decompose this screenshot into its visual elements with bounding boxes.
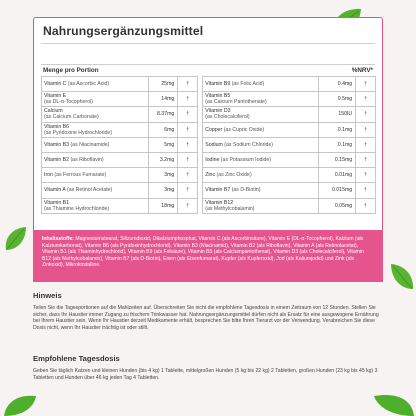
nutrient-nrv: † xyxy=(178,168,198,183)
table-row xyxy=(42,77,376,92)
nutrient-name: Vitamin B1 (as Thiamine Hydrochloride) xyxy=(42,198,149,213)
nutrient-name: Iron (as Ferrous Fumarate) xyxy=(42,168,149,183)
dosis-text: Geben Sie täglich Katzen und kleinen Hunden (bis 4 kg) 1 Tablette, mittelgroßen Hunden (5 kg bis 22 kg) 2 Tabletten, großen Hunden (23 kg bis 45 kg) 3 Tabletten und Hunden über 46 kg jeden Tag 4 Tabletten. xyxy=(33,368,378,381)
nutrient-amount: 8.37mg xyxy=(149,107,178,122)
nutrient-nrv: † xyxy=(178,107,198,122)
nutrient-name: Vitamin B6 (as Pyridoxine Hydrochloride) xyxy=(42,122,149,137)
ingredients-box xyxy=(33,230,383,282)
nutrient-amount: 3mg xyxy=(149,183,178,198)
nutrient-name: Vitamin A (as Retinol Acetate) xyxy=(42,183,149,198)
nutrient-name: Vitamin B2 (as Riboflavin) xyxy=(42,152,149,167)
leaf-decoration-right xyxy=(388,262,416,292)
nutrient-amount: 25mg xyxy=(149,77,178,92)
nutrient-amount: 0.1mg xyxy=(318,122,355,137)
nutrient-name: Vitamin B9 (as Folic Acid) xyxy=(203,77,318,92)
nutrient-amount: 0.15mg xyxy=(318,152,355,167)
portion-header: Menge pro Portion xyxy=(43,67,99,74)
nutrient-nrv: † xyxy=(356,137,376,152)
nutrient-nrv: † xyxy=(178,77,198,92)
nutrient-amount: 0.01mg xyxy=(318,168,355,183)
nutrition-table xyxy=(41,76,376,214)
nutrient-nrv: † xyxy=(356,92,376,107)
nutrient-nrv: † xyxy=(356,198,376,213)
leaf-decoration-bottom-left xyxy=(2,392,38,416)
nutrient-amount: 3.2mg xyxy=(149,152,178,167)
title-divider xyxy=(41,43,375,44)
nutrient-amount: 0.4mg xyxy=(318,77,355,92)
nutrient-nrv: † xyxy=(178,122,198,137)
nutrient-nrv: † xyxy=(178,137,198,152)
nutrient-name: Zinc (as Zinc Oxide) xyxy=(203,168,318,183)
nutrient-nrv: † xyxy=(178,152,198,167)
nutrient-nrv: † xyxy=(178,198,198,213)
nutrient-nrv: † xyxy=(178,92,198,107)
table-row xyxy=(42,198,376,213)
nutrient-name: Vitamin C (as Ascorbic Acid) xyxy=(42,77,149,92)
dosis-title: Empfohlene Tagesdosis xyxy=(33,354,120,363)
table-row xyxy=(42,92,376,107)
nutrient-nrv: † xyxy=(178,183,198,198)
hinweis-title: Hinweis xyxy=(33,291,62,300)
hinweis-text: Teilen Sie die Tagesportionen auf die Mahlzeiten auf. Überschreiten Sie nicht die empfohlene Tagesdosis in einem Zeitraum von 12 Stunden. Stellen Sie sicher, dass Ihr Haustier immer Zugang zu frischem Trinkwasser hat. Nahrungsergänzungsmittel dürfen nicht als Ersatz für eine ausgewogene Ernährung bei Ihrem Haustier sein. Wenn Ihr Haustier derzeit Medikamente erhält, besprechen Sie bitte Ihren Tierarzt vor der Verwendung. Verabreichen Sie diese Dosis nicht, wenn Ihr Haustier trächtig ist oder stillt. xyxy=(33,305,379,332)
nutrient-amount: 5mg xyxy=(149,137,178,152)
nutrient-nrv: † xyxy=(356,122,376,137)
nutrient-amount: 0.1mg xyxy=(318,137,355,152)
nutrient-amount: 18mg xyxy=(149,198,178,213)
nutrient-name: Iodine (as Potassium Iodide) xyxy=(203,152,318,167)
nutrient-name: Vitamin B12 (as Methylcobalamin) xyxy=(203,198,318,213)
nutrient-nrv: † xyxy=(356,77,376,92)
nutrient-nrv: † xyxy=(356,168,376,183)
header-divider xyxy=(41,64,375,65)
nutrient-name: Vitamin B7 (as D-Biotin) xyxy=(203,183,318,198)
nutrient-name: Vitamin D3 (as Cholecalciferol) xyxy=(203,107,318,122)
nutrient-amount: 6mg xyxy=(149,122,178,137)
nutrient-amount: 3mg xyxy=(149,168,178,183)
nutrient-amount: 0.015mg xyxy=(318,183,355,198)
ingredients-label: Inhaltsstoffe: xyxy=(42,236,74,242)
ingredients-text: Magnesiumstearat, Silizumdioxid, Dikalziumphosphat, Vitamin C (als Ascorbinsäure), Vitamin E (DL-α-Tocopherol), Kalzium (als Kalziumkarbonat), Vitamin B6 (als Pyridoxinhydrochlorid), Vitamin B3 (Niacinamid), Vitamin B2 (als Riboflavin), Vitamin A (als Retinolacetat), Vitamin B1 (als Thiaminhydrochlorid), Vitamin B9 (als Folsäure), Vitamin B5 (als Calciumpantothenat), Vitamin D3 (als Cholecalciferol), Vitamin B12 (als Methylcobalamin), Vitamin B7 (als D-Biotin), Eisen (als Eisenfumarat), Kupfer (als Kupferoxid), Jod (als Kaliumjodid) und Zink (als Zinkoxid), Mikrokristalline. xyxy=(42,236,364,269)
table-row xyxy=(42,122,376,137)
nutrient-nrv: † xyxy=(356,183,376,198)
table-row xyxy=(42,107,376,122)
table-row xyxy=(42,137,376,152)
nutrient-amount: 14mg xyxy=(149,92,178,107)
nutrient-name: Copper (as Cupric Oxide) xyxy=(203,122,318,137)
nutrient-amount: 0.5mg xyxy=(318,92,355,107)
nutrient-nrv: † xyxy=(356,152,376,167)
nutrient-name: Vitamin B3 (as Niacinamide) xyxy=(42,137,149,152)
panel-title: Nahrungsergänzungsmittel xyxy=(43,24,204,38)
leaf-decoration-bottom-right xyxy=(368,390,416,416)
table-row xyxy=(42,168,376,183)
nutrient-name: Sodium (as Sodium Chloride) xyxy=(203,137,318,152)
nutrient-nrv: † xyxy=(356,107,376,122)
nutrient-amount: 150IU xyxy=(318,107,355,122)
leaf-decoration-left xyxy=(3,225,29,253)
nutrient-name: Vitamin B5 (as Calcium Pantothenate) xyxy=(203,92,318,107)
table-row xyxy=(42,152,376,167)
nutrient-amount: 0.05mg xyxy=(318,198,355,213)
nutrient-name: Calcium (as Calcium Carbonate) xyxy=(42,107,149,122)
nutrient-name: Vitamin E (as DL-α-Tocopherol) xyxy=(42,92,149,107)
table-row xyxy=(42,183,376,198)
nrv-header: %NRV* xyxy=(351,67,373,74)
